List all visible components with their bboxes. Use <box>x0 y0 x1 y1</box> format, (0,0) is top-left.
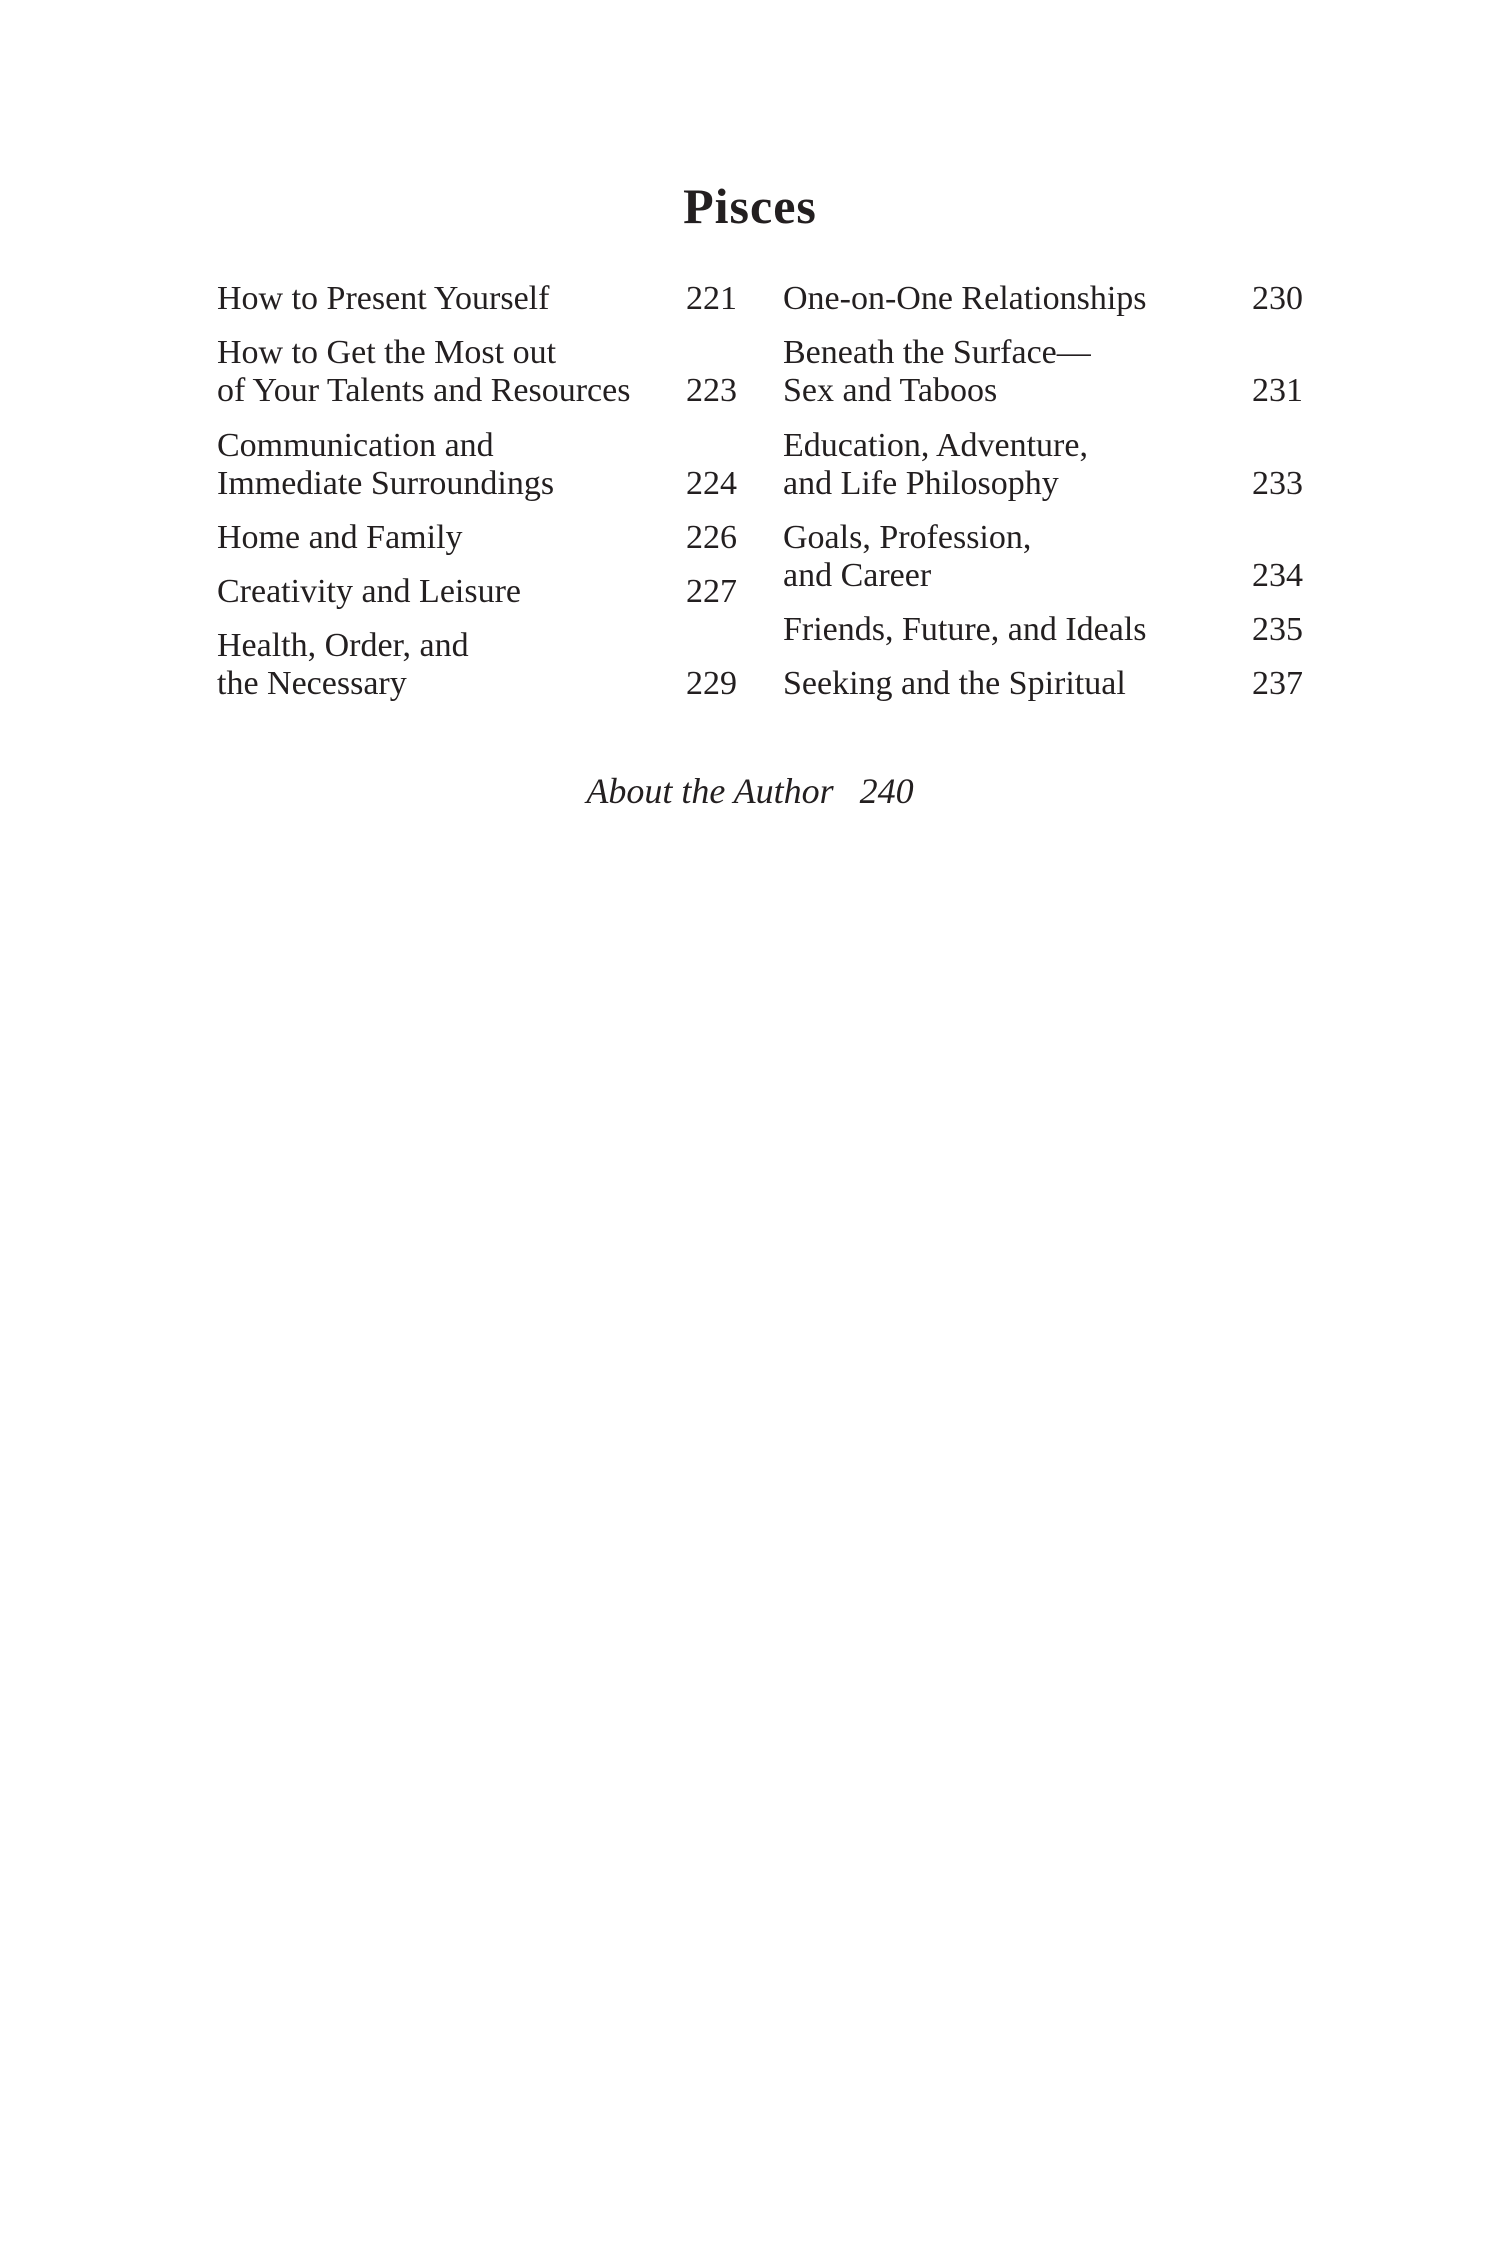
toc-entry-title: Home and Family <box>217 519 463 556</box>
toc-entry-page: 235 <box>1252 611 1303 648</box>
toc-entry-title: Friends, Future, and Ideals <box>783 611 1147 648</box>
toc-entry-title: Creativity and Leisure <box>217 573 522 610</box>
toc-entry[interactable] <box>217 627 737 703</box>
toc-entry-title: How to Get the Most out of Your Talents and Resources <box>217 334 631 409</box>
toc-entry[interactable] <box>783 334 1303 410</box>
about-author-label: About the Author <box>586 771 834 811</box>
toc-entry[interactable] <box>217 573 737 611</box>
toc-entry[interactable] <box>783 611 1303 649</box>
toc-entry-page: 230 <box>1252 280 1303 317</box>
toc-entry-page: 224 <box>686 465 737 502</box>
toc-entry-page: 223 <box>686 372 737 409</box>
toc-entry-title: Goals, Profession, and Career <box>783 519 1032 594</box>
toc-entry-title: One-on-One Relationships <box>783 280 1147 317</box>
toc-left-column <box>217 280 737 703</box>
toc-entry[interactable] <box>217 519 737 557</box>
toc-entry-page: 233 <box>1252 465 1303 502</box>
toc-entry[interactable] <box>217 334 737 410</box>
toc-entry[interactable] <box>783 427 1303 503</box>
toc-entry-page: 227 <box>686 573 737 610</box>
toc-entry[interactable] <box>217 280 737 318</box>
toc-entry[interactable] <box>783 665 1303 703</box>
about-author-entry[interactable] <box>0 770 1500 812</box>
toc-entry-page: 229 <box>686 665 737 702</box>
toc-entry-page: 221 <box>686 280 737 317</box>
toc-entry[interactable] <box>783 519 1303 595</box>
toc-entry-title: How to Present Yourself <box>217 280 550 317</box>
toc-entry-page: 231 <box>1252 372 1303 409</box>
toc-entry-page: 226 <box>686 519 737 556</box>
toc-entry-title: Seeking and the Spiritual <box>783 665 1126 702</box>
page-title: Pisces <box>683 178 817 234</box>
toc-entry[interactable] <box>217 427 737 503</box>
toc-entry-title: Communication and Immediate Surroundings <box>217 427 555 502</box>
toc-entry[interactable] <box>783 280 1303 318</box>
toc-entry-page: 237 <box>1252 665 1303 702</box>
toc-entry-page: 234 <box>1252 557 1303 594</box>
about-author-page: 240 <box>859 771 914 811</box>
toc-entry-title: Health, Order, and the Necessary <box>217 627 469 702</box>
toc-right-column <box>783 280 1303 703</box>
toc-entry-title: Beneath the Surface— Sex and Taboos <box>783 334 1091 409</box>
toc-entry-title: Education, Adventure, and Life Philosophy <box>783 427 1088 502</box>
